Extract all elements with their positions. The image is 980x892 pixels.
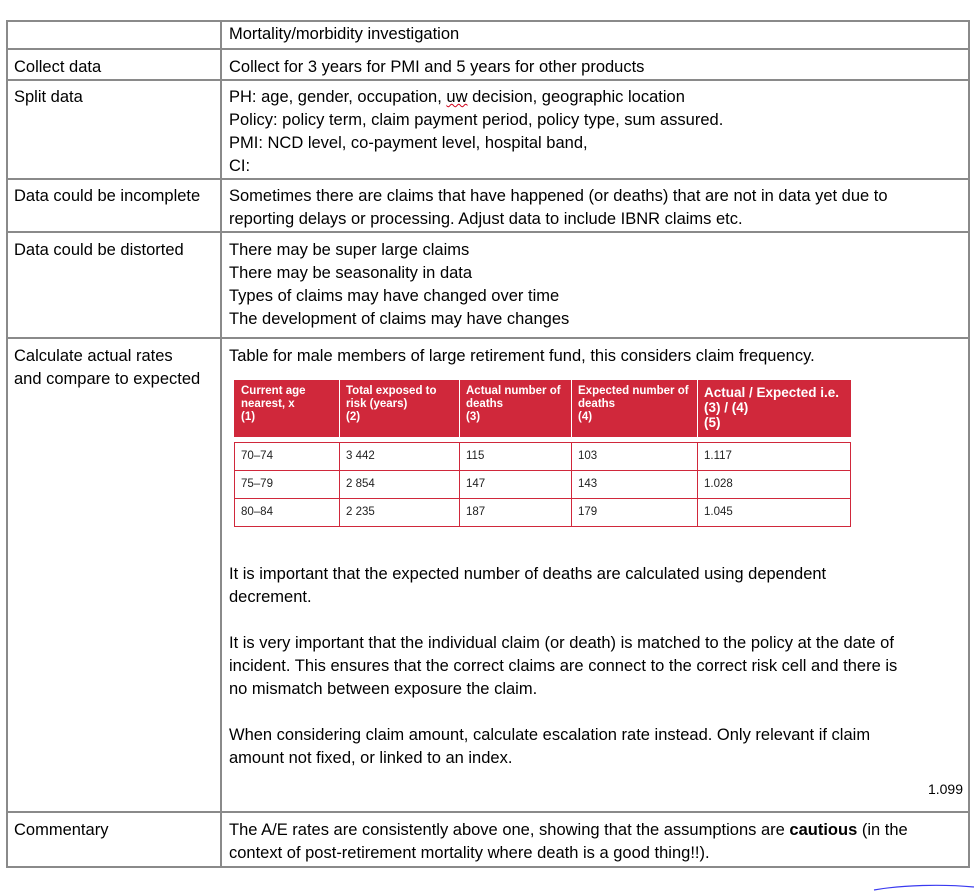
row-calculate [7,338,969,812]
incomplete-content [221,179,969,232]
col-header-actual [460,380,572,437]
table-cell: 179 [572,499,698,527]
table-cell: 80–84 [235,499,340,527]
uw-spellcheck-word: uw [446,88,468,106]
document-table [6,20,970,868]
commentary-content [221,812,969,867]
col-header-expected-title: Expected number of deaths [578,385,689,410]
distorted-line-3: Types of claims may have changed over time [229,287,560,305]
mortality-table [234,380,851,527]
table-cell: 115 [460,443,572,471]
table-cell: 2 235 [340,499,460,527]
pen-stroke-mark [872,884,976,892]
header-label-cell [7,21,221,49]
split-line-1b: decision, geographic location [467,88,685,106]
col-header-exposed-num: (2) [346,411,361,423]
distorted-line-2: There may be seasonality in data [229,264,473,282]
commentary-label: Commentary [7,812,221,867]
table-row [235,499,851,527]
commentary-bold-word: cautious [789,821,858,839]
calculate-intro: Table for male members of large retirement fund, this considers claim frequency. [229,347,815,365]
distorted-label: Data could be distorted [7,232,221,338]
col-header-ratio [698,380,851,437]
table-cell: 1.045 [698,499,851,527]
para2-line-2: incident. This ensures that the correct claims are connect to the correct risk cell and there is [229,657,898,675]
calculate-label-line-1: Calculate actual rates [14,347,173,365]
para2-line-1: It is very important that the individual claim (or death) is matched to the policy at the date of [229,634,894,652]
row-data-incomplete [7,179,969,232]
split-line-1a: PH: age, gender, occupation, [229,88,447,106]
calculate-label [7,338,221,812]
col-header-exposed [340,380,460,437]
para2-line-3: no mismatch between exposure the claim. [229,680,538,698]
calculate-label-line-2: and compare to expected [14,370,201,388]
col-header-expected-num: (4) [578,411,593,423]
row-split-data [7,80,969,179]
split-line-2: Policy: policy term, claim payment period, policy type, sum assured. [229,111,724,129]
collect-text: Collect for 3 years for PMI and 5 years for other products [221,49,969,80]
incomplete-line-1: Sometimes there are claims that have happened (or deaths) that are not in data yet due to [229,187,888,205]
table-cell: 147 [460,471,572,499]
distorted-content [221,232,969,338]
table-row [235,471,851,499]
collect-label: Collect data [7,49,221,80]
commentary-line-1b: (in the [857,821,908,839]
incomplete-label: Data could be incomplete [7,179,221,232]
mortality-table-header [235,380,851,437]
distorted-line-4: The development of claims may have changes [229,310,570,328]
table-cell: 103 [572,443,698,471]
split-line-4: CI: [229,157,251,175]
col-header-expected [572,380,698,437]
col-header-age [235,380,340,437]
col-header-actual-num: (3) [466,411,481,423]
col-header-age-title: Current age nearest, x [241,385,306,410]
distorted-line-1: There may be super large claims [229,241,470,259]
table-cell: 70–74 [235,443,340,471]
col-header-ratio-title: Actual / Expected i.e. (3) / (4) [704,385,840,415]
incomplete-line-2: reporting delays or processing. Adjust data to include IBNR claims etc. [229,210,743,228]
para3-line-1: When considering claim amount, calculate escalation rate instead. Only relevant if claim [229,726,871,744]
header-row [7,21,969,49]
table-cell: 187 [460,499,572,527]
col-header-exposed-title: Total exposed to risk (years) [346,385,437,410]
row-commentary [7,812,969,867]
table-cell: 143 [572,471,698,499]
table-cell: 1.117 [698,443,851,471]
table-cell: 2 854 [340,471,460,499]
calculate-content [221,338,969,812]
commentary-line-1a: The A/E rates are consistently above one, showing that the assumptions are [229,821,790,839]
col-header-age-num: (1) [241,411,256,423]
split-label: Split data [7,80,221,179]
para3-line-2: amount not fixed, or linked to an index. [229,749,513,767]
col-header-actual-title: Actual number of deaths [466,385,561,410]
commentary-line-2: context of post-retirement mortality where death is a good thing!!). [229,844,710,862]
para1-line-1: It is important that the expected number of deaths are calculated using dependent [229,565,827,583]
table-row [235,443,851,471]
right-value: 1.099 [927,781,963,797]
split-line-3: PMI: NCD level, co-payment level, hospital band, [229,134,588,152]
row-data-distorted [7,232,969,338]
row-collect-data [7,49,969,80]
para1-line-2: decrement. [229,588,312,606]
col-header-ratio-num: (5) [704,415,721,430]
table-cell: 3 442 [340,443,460,471]
table-cell: 1.028 [698,471,851,499]
table-cell: 75–79 [235,471,340,499]
split-line-1 [229,86,962,109]
commentary-line-1 [229,819,962,842]
header-title: Mortality/morbidity investigation [221,21,969,49]
split-content [221,80,969,179]
